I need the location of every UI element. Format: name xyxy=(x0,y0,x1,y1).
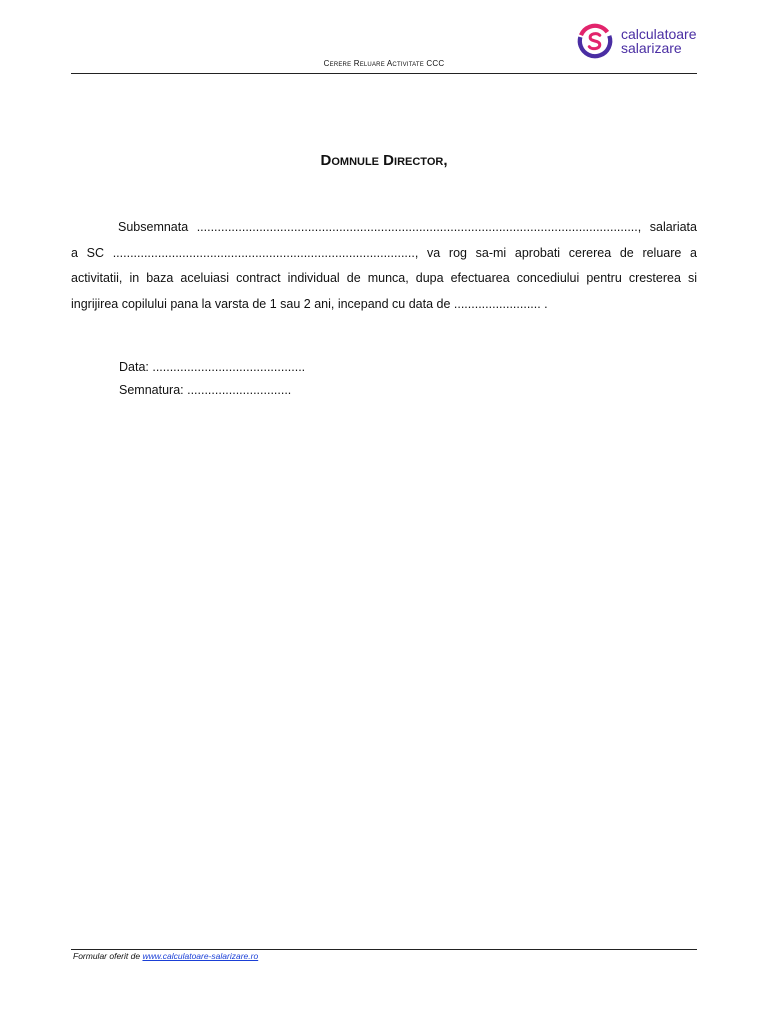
footer-link[interactable]: www.calculatoare-salarizare.ro xyxy=(142,951,259,961)
logo-text xyxy=(621,27,697,55)
request-body-text: Subsemnata ..............................................................................................................................., salariata a SC ......................................................................................., va rog sa-mi aprobati cererea de reluare a activitatii, in baza aceluiasi contract individual de munca, dupa efectuarea concediului pentru cresterea si ingrijirea copilului pana la varsta de 1 sau 2 ani, incepand cu data de ......................... . xyxy=(71,220,697,311)
footer-label: Formular oferit de xyxy=(73,951,143,961)
salutation-heading: Domnule Director, xyxy=(320,152,448,169)
brand-logo xyxy=(576,22,697,60)
logo-line-1: calculatoare xyxy=(621,26,697,42)
signature-field: Semnatura: .............................. xyxy=(119,383,292,397)
logo-icon xyxy=(576,22,614,60)
header-divider xyxy=(71,73,697,74)
header-title: Cerere Reluare Activitate CCC xyxy=(323,59,445,68)
logo-line-2: salarizare xyxy=(621,40,682,56)
footer-divider xyxy=(71,949,697,950)
footer xyxy=(73,951,258,961)
date-field: Data: ............................................ xyxy=(119,360,306,374)
